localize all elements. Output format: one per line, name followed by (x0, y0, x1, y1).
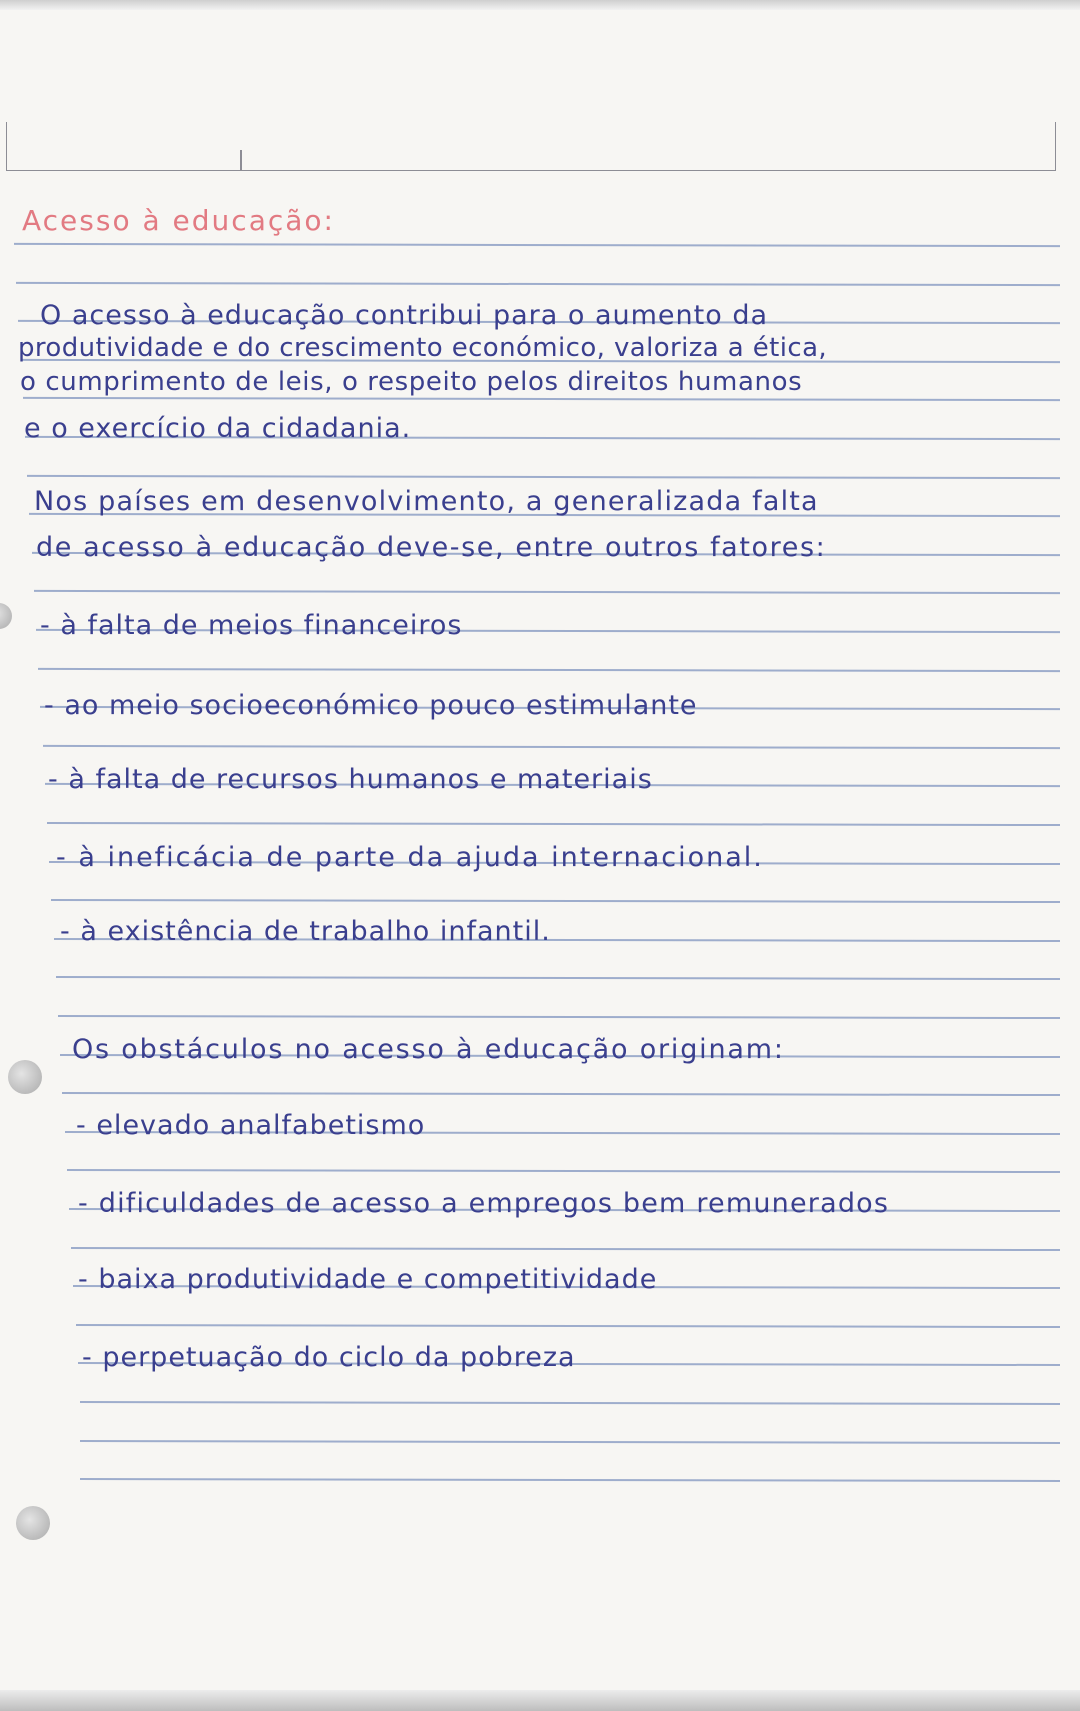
factor-item: - à ineficácia de parte da ajuda internacional. (56, 842, 764, 873)
ruled-line (71, 1247, 1060, 1251)
ruled-line (23, 397, 1060, 401)
ruled-line (80, 1478, 1060, 1482)
factor-item: - à existência de trabalho infantil. (60, 916, 551, 947)
page-top-edge (0, 0, 1080, 10)
ruled-line (43, 745, 1060, 749)
paragraph-line: o cumprimento de leis, o respeito pelos direitos humanos (20, 367, 803, 397)
ruled-line (76, 1324, 1060, 1328)
ruled-line (38, 668, 1060, 672)
header-box-divider (240, 150, 242, 170)
ruled-line (80, 1401, 1060, 1405)
binder-hole (16, 1506, 50, 1540)
paragraph-line: Nos países em desenvolvimento, a generalizada falta (34, 486, 819, 517)
paragraph-line: O acesso à educação contribui para o aumento da (40, 300, 769, 331)
paragraph-line: de acesso à educação deve-se, entre outros fatores: (36, 532, 827, 563)
ruled-line (27, 475, 1060, 479)
ruled-line (67, 1169, 1060, 1173)
obstacle-item: - elevado analfabetismo (76, 1110, 426, 1141)
paragraph-line: produtividade e do crescimento económico, valoriza a ética, (18, 333, 828, 363)
obstacle-item: - dificuldades de acesso a empregos bem remunerados (78, 1188, 890, 1219)
obstacle-item: - perpetuação do ciclo da pobreza (82, 1342, 576, 1373)
ruled-line (80, 1440, 1060, 1444)
ruled-line (62, 1092, 1060, 1096)
header-box (6, 122, 1056, 171)
factor-item: - à falta de meios financeiros (40, 610, 463, 641)
ruled-line (16, 282, 1060, 286)
page-bottom-edge (0, 1690, 1080, 1711)
paragraph-line: e o exercício da cidadania. (24, 413, 412, 444)
note-title: Acesso à educação: (22, 204, 335, 237)
obstacle-item: - baixa produtividade e competitividade (78, 1264, 658, 1295)
ruled-line (34, 590, 1060, 594)
binder-hole (8, 1060, 42, 1094)
obstacles-intro: Os obstáculos no acesso à educação originam: (72, 1034, 785, 1065)
ruled-line (47, 822, 1060, 826)
binder-hole (0, 603, 12, 629)
ruled-line (58, 1015, 1060, 1019)
factor-item: - ao meio socioeconómico pouco estimulante (44, 690, 698, 721)
ruled-line (14, 243, 1060, 247)
ruled-line (56, 976, 1060, 980)
factor-item: - à falta de recursos humanos e materiais (48, 764, 653, 795)
ruled-line (51, 899, 1060, 903)
